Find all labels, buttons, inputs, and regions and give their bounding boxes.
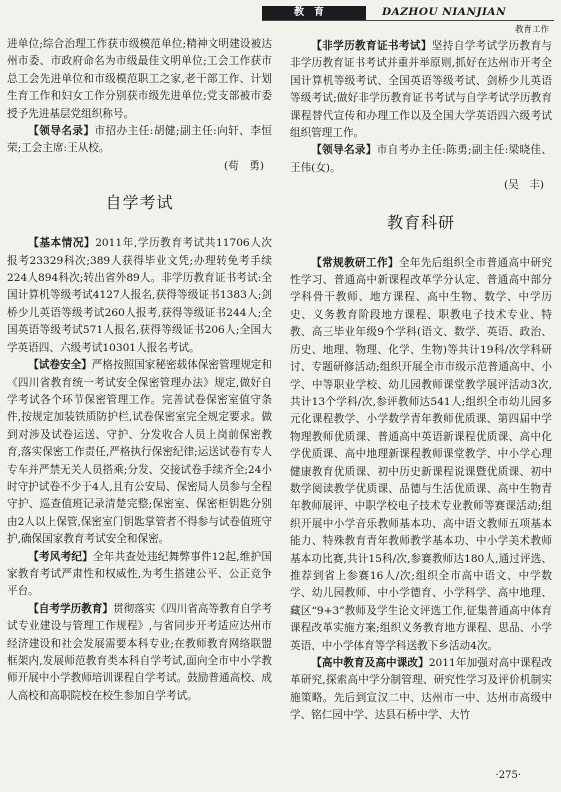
high-school-reform-tag: 【高中教育及高中课改】 [311, 657, 429, 669]
author-credit-1: (苟 勇) [223, 159, 264, 172]
author-credit-2: (吴 丰) [503, 179, 544, 192]
leaders-tag-1: 【领导名录】 [28, 125, 95, 138]
paper-security-paragraph [7, 357, 272, 548]
exam-discipline-paragraph [7, 549, 272, 601]
paper-security-tag: 【试卷安全】 [28, 359, 92, 372]
basic-info-text: 2011年,学历教育考试共11706人次报考23329科次;389人获得毕业文凭;办理转免考手续224人894科次;转出省外89人。非学历教育证书考试:全国计算机等级考试4127人报名,获得等级证书1383人;剑桥少儿英语等级考试260人报考,获得等级证书244人;全国英语等级考试571人报名,获得等级证书206人;全国大学英语四、六级考试10301人报名考试。 [7, 237, 273, 354]
leaders-paragraph-1 [7, 123, 272, 158]
right-column [290, 38, 552, 725]
degree-education-paragraph [7, 601, 272, 705]
basic-info-paragraph [7, 235, 272, 357]
basic-info-tag: 【基本情况】 [28, 237, 96, 250]
intro-paragraph: 进单位;综合治理工作获市级模范单位;精神文明建设被达州市委、市政府命名为市级最佳文明单位;工会工作获市总工会先进单位和市级模范职工之家,老干部工作、计划生育工作和妇女工作分别获市级先进单位;党支部被市委授予先进基层党组织称号。 [7, 38, 272, 120]
header-section-band: 教育 [262, 6, 366, 20]
header-yearbook-title: DAZHOU NIANJIAN [382, 6, 507, 18]
routine-research-text: 全年先后组织全市普通高中研究性学习、普通高中新课程改革学分认定、普通高中部分学科骨干教师、地方课程、高中生物、数学、中学历史、义务教育阶段地方课程、职教电子技术专业、特教、高三毕业年级9个学科(语文、数学、英语、政治、历史、地理、物理、化学、生物)等共计19科/次学科研讨、专题研修活动;组织开展全市市级示范普通高中、小学、中等职业学校、幼儿园教师课堂教学展评活动3次,共计13个学科/次,参评教师达541人;组织全市幼儿园多元化课程教学、小学数学青年教师优质课、第四届中学物理教师优质课、普通高中英语新课程优质课、高中化学优质课、高中地理新课程教师课堂教学、中小学心理健康教育优质课、初中历史新课程说课暨优质课、初中数学阅读教学优质课、品德与生活优质课、高中生物青年教师展评、中职学校电子技术专业教师等赛课活动;组织开展中小学音乐教师基本功、高中语文教师五项基本能力、特殊教育青年教师教学基本功、中小学美术教师基本功比赛,共计15科/次,参赛教师达180人,通过评选、推荐到省上参赛16人/次;组织全市高中语文、中学数学、幼儿园教师、中小学德育、小学科学、高中地理、藏区“9+3”教师及学生论文评选工作,征集普通高中体育课程改革实施方案;组织义务教育地方课程、思品、小学英语、中小学体育等学科送教下乡活动4次。 [290, 256, 552, 652]
exam-discipline-tag: 【考风考纪】 [28, 550, 93, 563]
header-subtitle: 教育工作 [514, 25, 549, 35]
routine-research-paragraph [290, 255, 552, 655]
certificate-exam-text: 坚持自学考试学历教育与非学历教育证书考试并重并举原则,抓好在达州市开考全国计算机等级考试、全国英语等级考试、剑桥少儿英语等级考试;做好非学历教育证书考试与自学考试学历教育课程替代宣传和办理工作以及全国大学英语四六级考试组织管理工作。 [290, 40, 553, 140]
leaders-text-2: 市自考办主任:陈勇;副主任:梁晓佳、王伟(女)。 [290, 144, 552, 174]
section-title-education-research: 教育科研 [386, 212, 455, 232]
page-number: ·275· [495, 770, 521, 781]
leaders-text-1: 市招办主任:胡健;副主任:向轩、李恒荣;工会主席:王从校。 [7, 125, 272, 155]
section-title-self-study-exam: 自学考试 [105, 193, 174, 213]
header-rule [262, 20, 554, 21]
leaders-paragraph-2 [290, 142, 552, 177]
exam-discipline-text: 全年共查处违纪舞弊事件12起,维护国家教育考试严肃性和权威性,为考生搭建公平、公正竞争平台。 [7, 550, 272, 598]
degree-education-text: 贯彻落实《四川省高等教育自学考试专业建设与管理工作规程》,与省同步开考适应达州市经济建设和社会发展需要本科专业;在教师教育网络联盟框架内,发展师范教育类本科自学考试,面向全市中小学教师开展中小学教师培训课程自学考试。鼓励普通高校、成人高校和高职院校在校生参加自学考试。 [7, 602, 273, 702]
certificate-exam-paragraph [290, 38, 552, 142]
page-header [0, 0, 561, 36]
high-school-reform-text: 2011年加强对高中课程改革研究,探索高中学分制管理、研究性学习及评价机制实施策略。先后到宣汉二中、达州市一中、达州市高级中学、铭仁园中学、达县石桥中学、大竹 [290, 657, 553, 722]
paper-security-text: 严格按照国家秘密载体保密管理规定和《四川省教育统一考试安全保密管理办法》规定,做好自学考试各个环节保密管理工作。完善试卷保密室值守条件,按规定加装铁质防护栏,试卷保密室完全规定要求。做到对涉及试卷运送、守护、分发收合人员上岗前保密教育,落实保密工作责任,严格执行保密纪律;运送试卷有专人专车并严禁无关人员搭乘;分发、交接试卷手续齐全;24小时守护试卷不少于4人,且有公安局、保密局人员参与全程守护、巡查值班记录清楚完整;保密室、保密柜钥匙分别由2人以上保管,保密室门钥匙掌管者不得参与试卷值班守护,确保国家教育考试安全和保密。 [7, 359, 273, 546]
left-column [7, 36, 272, 705]
leaders-tag-2: 【领导名录】 [311, 144, 377, 157]
degree-education-tag: 【自考学历教育】 [28, 602, 113, 615]
routine-research-tag: 【常规教研工作】 [311, 256, 399, 269]
high-school-reform-paragraph [290, 655, 552, 725]
certificate-exam-tag: 【非学历教育证书考试】 [311, 40, 432, 52]
